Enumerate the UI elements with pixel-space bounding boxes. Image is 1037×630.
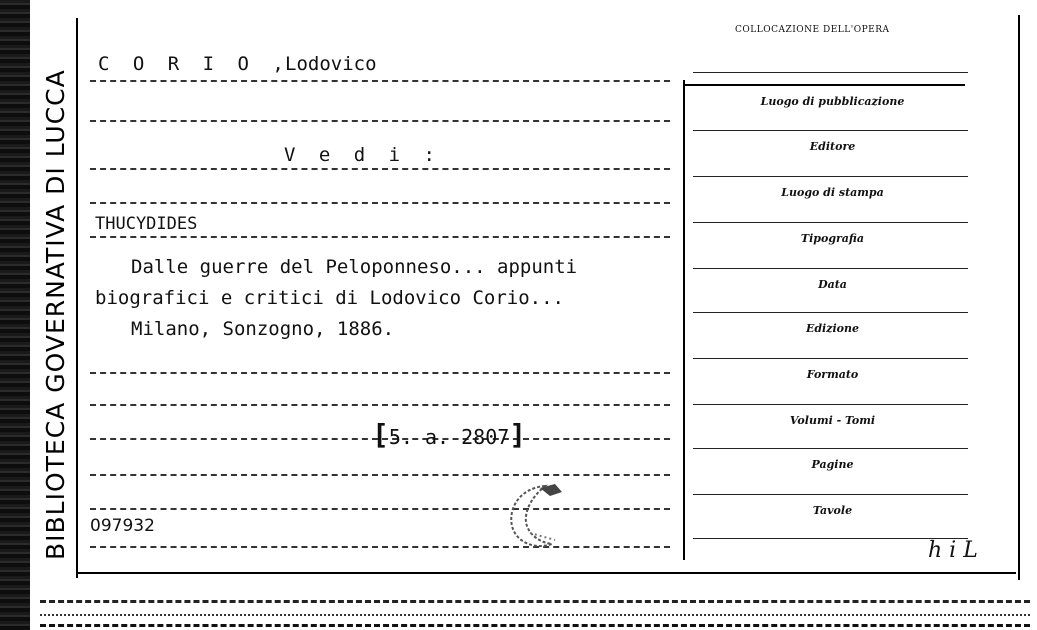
bracket-right: ]	[509, 418, 527, 451]
right-border-line	[1018, 15, 1020, 580]
form-line	[693, 358, 968, 359]
ruled-line	[90, 168, 670, 170]
form-line	[693, 538, 968, 539]
author-name: Lodovico	[285, 53, 377, 75]
form-left-border	[683, 80, 685, 560]
field-formato: Formato	[806, 368, 859, 381]
field-luogo-stampa: Luogo di stampa	[781, 186, 884, 199]
see-reference-label: V e d i :	[284, 144, 441, 166]
uniform-heading: THUCYDIDES	[95, 214, 198, 234]
field-volumi-tomi: Volumi - Tomi	[789, 414, 876, 427]
ruled-line	[90, 404, 670, 406]
ruled-line	[90, 546, 670, 548]
form-line	[693, 130, 968, 131]
ruled-line	[90, 474, 670, 476]
ruled-line	[90, 508, 670, 510]
form-top-border	[685, 84, 965, 86]
ruled-line	[90, 236, 670, 238]
title-line-2: biografici e critici di Lodovico Corio...	[95, 287, 564, 309]
form-line	[693, 222, 968, 223]
form-line	[693, 268, 968, 269]
form-line	[693, 404, 968, 405]
left-border-line	[76, 18, 78, 578]
field-tavole: Tavole	[812, 504, 853, 517]
ruled-line	[90, 202, 670, 204]
scan-edge-line	[40, 614, 1030, 616]
card-margin	[30, 0, 40, 630]
form-line	[693, 448, 968, 449]
inventory-number: 097932	[90, 516, 155, 536]
field-edizione: Edizione	[805, 322, 859, 335]
ruled-line	[90, 372, 670, 374]
field-tipografia: Tipografia	[800, 232, 865, 245]
bottom-border-line	[76, 572, 1016, 574]
scan-edge-line	[40, 600, 1030, 603]
field-editore: Editore	[809, 140, 856, 153]
library-stamp: BIBLIOTECA GOVERNATIVA DI LUCCA	[41, 69, 70, 560]
ruled-line	[90, 120, 670, 122]
field-luogo-pubblicazione: Luogo di pubblicazione	[760, 95, 905, 108]
card-binding-edge	[0, 0, 30, 630]
form-line	[693, 312, 968, 313]
form-line	[693, 176, 968, 177]
imprint: Milano, Sonzogno, 1886.	[131, 318, 395, 340]
ruled-line	[90, 80, 670, 82]
bracket-left: [	[372, 418, 389, 451]
call-number	[372, 418, 526, 451]
scan-edge-line	[40, 624, 1030, 627]
seal-stamp-icon	[500, 478, 570, 553]
form-line	[693, 494, 968, 495]
form-title: COLLOCAZIONE DELL'OPERA	[735, 25, 890, 35]
title-line-1: Dalle guerre del Peloponneso... appunti	[131, 256, 578, 278]
call-number-text: 5. a. 2807	[388, 425, 510, 449]
author-surname: C O R I O ,	[98, 53, 290, 75]
field-pagine: Pagine	[811, 458, 854, 471]
field-data: Data	[818, 278, 847, 291]
handwritten-annotation: h i L	[928, 538, 978, 563]
form-line	[693, 72, 968, 73]
